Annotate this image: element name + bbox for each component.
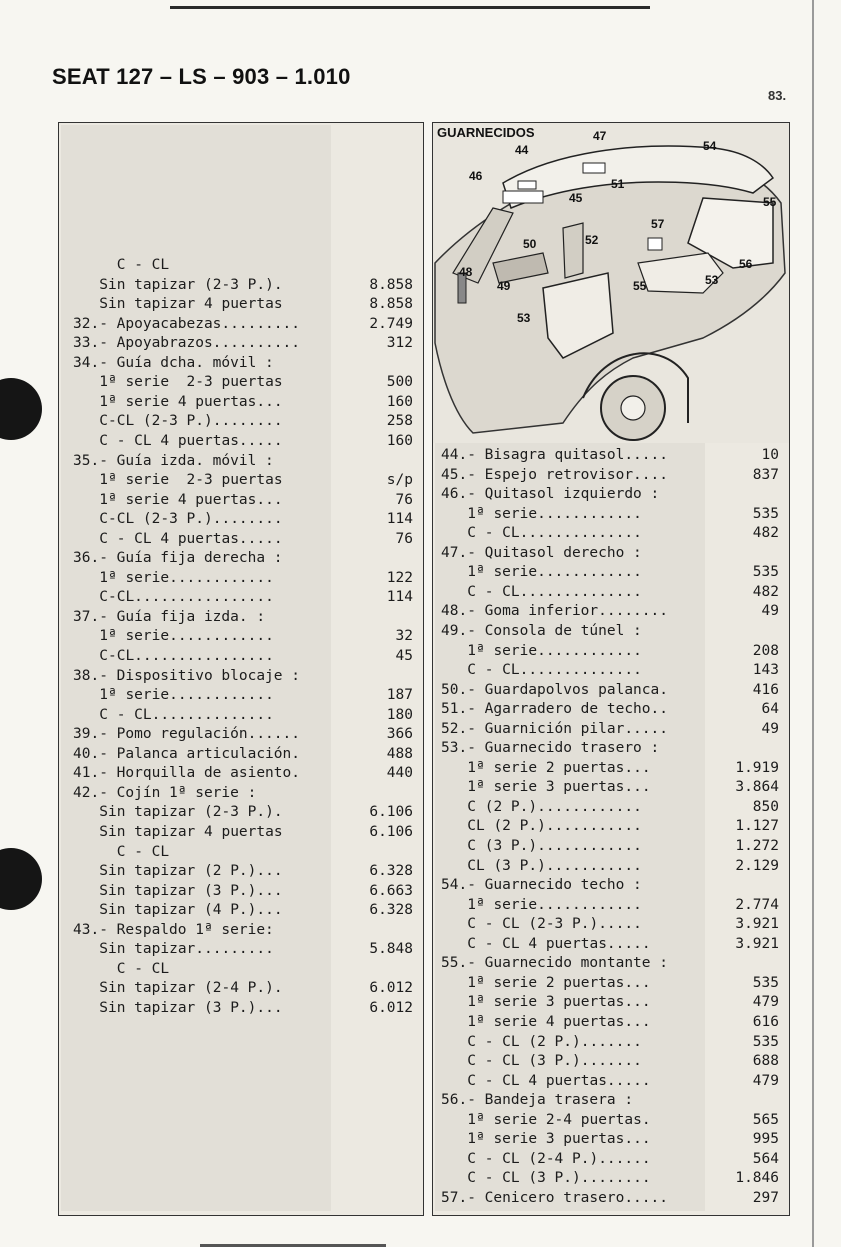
item-description: Sin tapizar 4 puertas (99, 296, 283, 313)
list-item (433, 1051, 789, 1071)
item-description: 53.- Guarnecido trasero : (441, 740, 660, 757)
item-price: 180 (386, 706, 413, 723)
list-item (59, 900, 423, 920)
callout-label: 46 (469, 169, 483, 183)
item-description: CL (2 P.)........... (467, 818, 642, 835)
list-item (433, 1149, 789, 1169)
list-item (59, 294, 423, 314)
item-description: 1ª serie............ (467, 564, 642, 581)
item-description: C - CL.............. (99, 706, 274, 723)
list-item (433, 543, 789, 563)
list-item (59, 822, 423, 842)
item-price: 32 (395, 628, 413, 645)
item-description: 1ª serie 2-3 puertas (99, 472, 283, 489)
item-description: 1ª serie 3 puertas... (467, 1131, 651, 1148)
item-price: 479 (752, 994, 779, 1011)
item-description: 1ª serie 3 puertas... (467, 994, 651, 1011)
item-price: 143 (752, 662, 779, 679)
callout-label: 53 (705, 273, 719, 287)
item-description: 1ª serie 3 puertas... (467, 779, 651, 796)
item-price: 688 (752, 1053, 779, 1070)
car-interior-diagram (433, 123, 789, 443)
item-description: Sin tapizar (2-4 P.). (99, 980, 283, 997)
list-item (59, 666, 423, 686)
list-item (59, 626, 423, 646)
list-item (433, 621, 789, 641)
callout-label: 52 (585, 233, 599, 247)
item-price: 6.012 (369, 980, 413, 997)
item-description: 41.- Horquilla de asiento. (73, 765, 300, 782)
list-item (433, 1168, 789, 1188)
item-description: Sin tapizar (4 P.)... (99, 902, 283, 919)
item-price: 8.858 (369, 276, 413, 293)
item-description: C - CL.............. (467, 662, 642, 679)
item-description: C - CL (116, 960, 170, 977)
callout-label: 53 (517, 311, 531, 325)
list-item (433, 504, 789, 524)
list-item (59, 685, 423, 705)
item-price: 366 (386, 726, 413, 743)
list-item (59, 724, 423, 744)
item-description: 57.- Cenicero trasero..... (441, 1189, 668, 1206)
item-description: 54.- Guarnecido techo : (441, 877, 642, 894)
item-price: 187 (386, 687, 413, 704)
item-price: s/p (386, 472, 413, 489)
item-description: Sin tapizar (2-3 P.). (99, 276, 283, 293)
list-item (433, 797, 789, 817)
item-price: 160 (386, 393, 413, 410)
item-description: 1ª serie............ (467, 896, 642, 913)
item-description: C - CL.............. (467, 525, 642, 542)
callout-label: 57 (651, 217, 665, 231)
list-item (433, 680, 789, 700)
item-price: 49 (761, 603, 779, 620)
item-description: 38.- Dispositivo blocaje : (73, 667, 300, 684)
item-price: 564 (752, 1150, 779, 1167)
item-description: 34.- Guía dcha. móvil : (73, 354, 274, 371)
callout-label: 55 (633, 279, 647, 293)
list-item (59, 431, 423, 451)
page-number: 83. (768, 88, 787, 103)
list-item (59, 802, 423, 822)
list-item (59, 255, 423, 275)
item-description: 1ª serie 2 puertas... (467, 759, 651, 776)
item-description: C - CL (2 P.)....... (467, 1033, 642, 1050)
page-title: SEAT 127 – LS – 903 – 1.010 (52, 64, 351, 89)
list-item (433, 953, 789, 973)
item-description: C - CL (116, 257, 170, 273)
list-item (59, 646, 423, 666)
item-description: C-CL (2-3 P.)........ (99, 511, 283, 528)
item-description: C - CL 4 puertas..... (467, 935, 651, 952)
list-item (433, 1071, 789, 1091)
item-description: 1ª serie 4 puertas... (467, 1013, 651, 1030)
list-item (59, 881, 423, 901)
callout-label: 54 (703, 139, 717, 153)
item-description: 40.- Palanca articulación. (73, 745, 300, 762)
diagram-title: GUARNECIDOS (437, 125, 535, 140)
item-price: 114 (386, 589, 413, 606)
item-description: 50.- Guardapolvos palanca. (441, 681, 668, 698)
item-price: 114 (386, 511, 413, 528)
item-description: 36.- Guía fija derecha : (73, 550, 283, 567)
list-item (433, 445, 789, 465)
item-description: 1ª serie 2-3 puertas (99, 374, 283, 391)
item-description: Sin tapizar......... (99, 941, 274, 958)
item-price: 482 (752, 583, 779, 600)
item-description: 1ª serie............ (467, 642, 642, 659)
item-description: C - CL (3 P.)....... (467, 1053, 642, 1070)
item-description: C-CL (2-3 P.)........ (99, 413, 283, 430)
item-description: Sin tapizar (2-3 P.). (99, 804, 283, 821)
binder-notch-icon (0, 402, 22, 416)
item-description: 1ª serie............ (99, 569, 274, 586)
item-price: 122 (386, 569, 413, 586)
list-item (433, 484, 789, 504)
item-description: 1ª serie 4 puertas... (99, 393, 283, 410)
item-price: 1.846 (735, 1170, 779, 1187)
list-item (59, 353, 423, 373)
list-item (59, 744, 423, 764)
item-price: 76 (395, 530, 413, 547)
item-price: 535 (752, 1033, 779, 1050)
list-item (59, 978, 423, 998)
item-description: C (2 P.)............ (467, 798, 642, 815)
item-description: 1ª serie............ (99, 628, 274, 645)
list-item (433, 758, 789, 778)
list-item (433, 719, 789, 739)
list-item (59, 998, 423, 1018)
item-price: 45 (395, 648, 413, 664)
item-price: 565 (752, 1111, 779, 1128)
page-edge (812, 0, 814, 1247)
list-item (433, 699, 789, 719)
item-price: 258 (386, 413, 413, 430)
item-description: 55.- Guarnecido montante : (441, 955, 668, 972)
callout-label: 45 (569, 191, 583, 205)
list-item (59, 783, 423, 803)
item-description: 44.- Bisagra quitasol..... (441, 447, 668, 463)
item-price: 5.848 (369, 941, 413, 958)
list-item (433, 836, 789, 856)
item-description: C - CL 4 puertas..... (99, 530, 283, 547)
binder-notch-icon (0, 872, 22, 886)
item-price: 64 (761, 701, 779, 718)
item-price: 6.106 (369, 823, 413, 840)
item-price: 312 (386, 335, 413, 352)
item-description: Sin tapizar (2 P.)... (99, 863, 283, 880)
item-price: 10 (761, 447, 779, 463)
list-item (433, 562, 789, 582)
list-item (59, 959, 423, 979)
callout-label: 56 (739, 257, 753, 271)
item-price: 8.858 (369, 296, 413, 313)
item-description: 1ª serie 2-4 puertas. (467, 1111, 651, 1128)
list-item (59, 411, 423, 431)
item-description: 42.- Cojín 1ª serie : (73, 784, 257, 801)
list-item (59, 861, 423, 881)
callout-label: 44 (515, 143, 529, 157)
item-description: 47.- Quitasol derecho : (441, 544, 642, 561)
list-item (59, 587, 423, 607)
item-description: C - CL.............. (467, 583, 642, 600)
list-item (59, 490, 423, 510)
item-description: Sin tapizar (3 P.)... (99, 999, 283, 1016)
callout-label: 47 (593, 129, 607, 143)
item-description: 35.- Guía izda. móvil : (73, 452, 274, 469)
item-description: 39.- Pomo regulación...... (73, 726, 300, 743)
callout-label: 48 (459, 265, 473, 279)
item-price: 3.921 (735, 935, 779, 952)
item-description: 49.- Consola de túnel : (441, 622, 642, 639)
item-description: 51.- Agarradero de techo.. (441, 701, 668, 718)
item-price: 500 (386, 374, 413, 391)
list-item (433, 973, 789, 993)
list-item (433, 523, 789, 543)
item-description: 48.- Goma inferior........ (441, 603, 668, 620)
item-description: 1ª serie 4 puertas... (99, 491, 283, 508)
callout-label: 55 (763, 195, 777, 209)
list-item (59, 451, 423, 471)
list-item (433, 1012, 789, 1032)
list-item (433, 641, 789, 661)
list-item (59, 372, 423, 392)
item-price: 837 (752, 466, 779, 483)
item-price: 6.012 (369, 999, 413, 1016)
list-item (433, 601, 789, 621)
list-item (433, 1090, 789, 1110)
item-description: 1ª serie............ (467, 505, 642, 522)
item-price: 479 (752, 1072, 779, 1089)
item-price: 2.774 (735, 896, 779, 913)
list-item (59, 568, 423, 588)
item-description: 37.- Guía fija izda. : (73, 608, 266, 625)
item-description: CL (3 P.)........... (467, 857, 642, 874)
item-description: C - CL 4 puertas..... (467, 1072, 651, 1089)
list-item (59, 470, 423, 490)
item-description: 1ª serie 2 puertas... (467, 974, 651, 991)
item-description: Sin tapizar 4 puertas (99, 823, 283, 840)
list-item (59, 763, 423, 783)
list-item (59, 548, 423, 568)
item-description: C - CL 4 puertas..... (99, 432, 283, 449)
callout-label: 49 (497, 279, 511, 293)
top-rule (170, 6, 650, 9)
item-price: 1.272 (735, 838, 779, 854)
list-item (59, 392, 423, 412)
item-price: 535 (752, 564, 779, 581)
item-price: 2.749 (369, 315, 413, 332)
list-item (59, 314, 423, 334)
item-price: 3.864 (735, 779, 779, 796)
item-description: C-CL................ (99, 589, 274, 606)
item-price: 535 (752, 974, 779, 991)
item-price: 6.328 (369, 902, 413, 919)
item-price: 1.919 (735, 759, 779, 776)
item-description: C - CL (116, 843, 170, 860)
list-item (433, 895, 789, 915)
list-item (433, 992, 789, 1012)
list-item (59, 529, 423, 549)
item-price: 850 (752, 798, 779, 815)
item-description: 32.- Apoyacabezas......... (73, 315, 300, 332)
item-price: 616 (752, 1013, 779, 1030)
list-item (433, 875, 789, 895)
item-price: 76 (395, 491, 413, 508)
list-item (59, 939, 423, 959)
item-description: 33.- Apoyabrazos.......... (73, 335, 300, 352)
item-price: 2.129 (735, 857, 779, 874)
item-price: 6.106 (369, 804, 413, 821)
right-parts-list (432, 122, 790, 1216)
item-price: 440 (386, 765, 413, 782)
list-item (433, 738, 789, 758)
list-item (59, 509, 423, 529)
callout-label: 50 (523, 237, 537, 251)
list-item (433, 1032, 789, 1052)
item-price: 6.328 (369, 863, 413, 880)
item-price: 482 (752, 525, 779, 542)
left-parts-list (58, 122, 424, 1216)
list-item (433, 777, 789, 797)
item-description: 46.- Quitasol izquierdo : (441, 486, 660, 503)
item-price: 995 (752, 1131, 779, 1148)
list-item (59, 275, 423, 295)
list-item (433, 914, 789, 934)
item-description: 52.- Guarnición pilar..... (441, 720, 668, 737)
list-item (433, 816, 789, 836)
item-price: 6.663 (369, 882, 413, 899)
item-description: C - CL (2-4 P.)...... (467, 1150, 651, 1167)
list-item (59, 607, 423, 627)
list-item (59, 920, 423, 940)
list-item (59, 842, 423, 862)
item-price: 488 (386, 745, 413, 762)
item-description: 43.- Respaldo 1ª serie: (73, 921, 274, 938)
list-item (433, 660, 789, 680)
list-item (59, 333, 423, 353)
item-description: 56.- Bandeja trasera : (441, 1092, 634, 1109)
list-item (433, 1188, 789, 1208)
list-item (433, 1110, 789, 1130)
item-price: 208 (752, 642, 779, 659)
item-price: 416 (752, 681, 779, 698)
item-price: 1.127 (735, 818, 779, 835)
item-description: 1ª serie............ (99, 687, 274, 704)
item-description: C-CL................ (99, 648, 274, 664)
item-price: 297 (752, 1189, 779, 1206)
item-description: C - CL (2-3 P.)..... (467, 916, 642, 933)
item-description: 45.- Espejo retrovisor.... (441, 466, 668, 483)
item-price: 160 (386, 432, 413, 449)
list-item (59, 705, 423, 725)
item-price: 3.921 (735, 916, 779, 933)
list-item (433, 465, 789, 485)
item-description: C - CL (3 P.)........ (467, 1170, 651, 1187)
item-price: 535 (752, 505, 779, 522)
list-item (433, 582, 789, 602)
list-item (433, 934, 789, 954)
item-description: Sin tapizar (3 P.)... (99, 882, 283, 899)
item-description: C (3 P.)............ (467, 838, 642, 854)
car-interior-drawing (433, 123, 789, 443)
list-item (433, 1129, 789, 1149)
list-item (433, 856, 789, 876)
callout-label: 51 (611, 177, 625, 191)
item-price: 49 (761, 720, 779, 737)
